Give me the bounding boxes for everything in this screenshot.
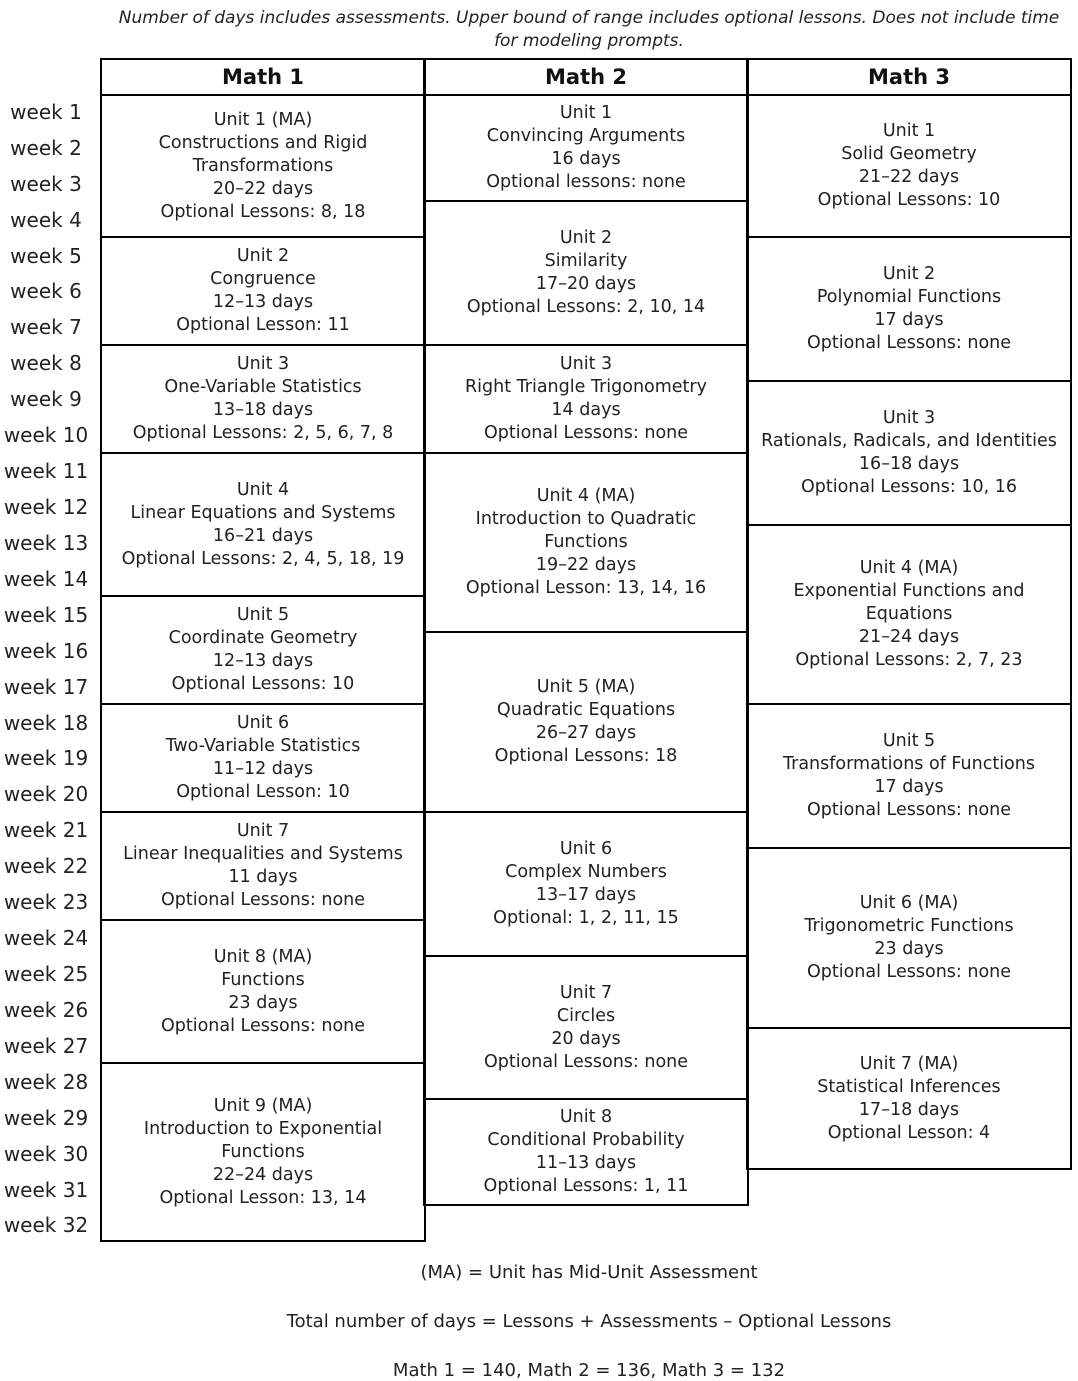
unit-title: Conditional Probability [487,1130,685,1150]
unit-days: 16–18 days [858,454,960,474]
week-label: week 32 [3,1213,89,1237]
unit-cell [423,94,749,200]
week-label: week 27 [3,1034,89,1058]
unit-days: 17 days [874,777,944,797]
unit-optional-lessons: Optional Lessons: 2, 5, 6, 7, 8 [132,423,394,443]
unit-title: Complex Numbers [505,862,667,882]
unit-days: 12–13 days [212,651,314,671]
unit-name: Unit 2 [236,246,290,266]
week-label: week 16 [3,639,89,663]
week-label: week 26 [3,998,89,1022]
unit-cell [423,811,749,955]
unit-days: 16 days [551,149,621,169]
unit-cell [100,344,426,452]
unit-days: 13–18 days [212,400,314,420]
scope-note-line-1: Number of days includes assessments. Upper bound of range includes optional lessons. Does not include time [118,8,1060,28]
unit-name: Unit 7 [236,821,290,841]
math-2-header: Math 2 [423,58,749,95]
unit-cell [746,236,1072,380]
unit-optional-lessons: Optional Lesson: 11 [176,315,350,335]
unit-cell [100,595,426,703]
unit-title: Coordinate Geometry [168,628,358,648]
unit-title: Two-Variable Statistics [165,736,361,756]
unit-name: Unit 5 [236,605,290,625]
unit-name: Unit 3 [882,408,936,428]
unit-cell [746,524,1072,703]
unit-days: 22–24 days [212,1164,314,1185]
unit-title: Linear Equations and Systems [130,502,396,523]
unit-title: Right Triangle Trigonometry [465,377,707,397]
unit-title: Functions [221,1141,305,1162]
week-label: week 8 [10,351,82,375]
unit-cell [423,631,749,811]
week-label: week 9 [10,387,82,411]
unit-title: One-Variable Statistics [164,377,362,397]
unit-cell [100,1062,426,1242]
unit-optional-lessons: Optional: 1, 2, 11, 15 [493,908,679,928]
week-label: week 24 [3,926,89,950]
math-1-header: Math 1 [100,58,426,95]
unit-name: Unit 4 [236,479,290,500]
unit-title: Functions [544,532,628,552]
scope-note-line-2: for modeling prompts. [494,31,684,51]
unit-title: Circles [556,1005,616,1026]
unit-name: Unit 6 [236,713,290,733]
unit-name: Unit 6 (MA) [859,893,959,913]
unit-cell [423,1098,749,1206]
unit-name: Unit 1 [882,121,936,141]
unit-name: Unit 2 [882,264,936,284]
unit-cell [746,380,1072,524]
unit-optional-lessons: Optional Lessons: 2, 7, 23 [795,650,1023,670]
week-label: week 29 [3,1106,89,1130]
unit-optional-lessons: Optional Lessons: 2, 4, 5, 18, 19 [121,548,405,569]
unit-days: 23 days [874,939,944,959]
week-label: week 17 [3,675,89,699]
unit-name: Unit 4 (MA) [536,486,636,506]
unit-days: 13–17 days [535,885,637,905]
unit-optional-lessons: Optional Lessons: 10 [171,674,355,694]
unit-cell [746,1027,1072,1170]
week-label: week 22 [3,854,89,878]
week-label: week 31 [3,1178,89,1202]
unit-days: 23 days [228,992,298,1013]
week-label: week 19 [3,746,89,770]
unit-title: Functions [221,969,305,990]
week-label: week 23 [3,890,89,914]
unit-title: Introduction to Quadratic [475,509,697,529]
unit-name: Unit 9 (MA) [213,1095,313,1116]
unit-optional-lessons: Optional Lessons: none [483,423,689,443]
unit-optional-lessons: Optional Lesson: 13, 14, 16 [465,578,707,598]
week-label: week 25 [3,962,89,986]
unit-days: 11–13 days [535,1153,637,1173]
unit-title: Quadratic Equations [496,700,676,720]
unit-optional-lessons: Optional Lesson: 10 [176,782,350,802]
unit-days: 20 days [551,1028,621,1049]
week-label: week 1 [10,100,82,124]
unit-days: 26–27 days [535,723,637,743]
unit-days: 11 days [228,867,298,887]
unit-title: Polynomial Functions [816,287,1002,307]
unit-cell [746,94,1072,236]
week-label: week 20 [3,782,89,806]
week-label: week 7 [10,315,82,339]
unit-name: Unit 1 [559,103,613,123]
unit-days: 21–22 days [858,167,960,187]
week-label: week 2 [10,136,82,160]
unit-optional-lessons: Optional Lessons: none [806,962,1012,982]
scope-note [100,7,1078,53]
unit-optional-lessons: Optional Lesson: 4 [827,1122,991,1143]
week-label: week 21 [3,818,89,842]
unit-name: Unit 8 [559,1107,613,1127]
unit-optional-lessons: Optional Lessons: none [806,333,1012,353]
week-label: week 18 [3,711,89,735]
unit-optional-lessons: Optional Lesson: 13, 14 [159,1187,367,1208]
unit-name: Unit 4 (MA) [859,558,959,578]
unit-cell [100,919,426,1062]
unit-cell [423,452,749,631]
unit-optional-lessons: Optional Lessons: none [160,890,366,910]
unit-optional-lessons: Optional Lessons: 1, 11 [483,1176,689,1196]
unit-optional-lessons: Optional Lessons: none [806,800,1012,820]
math-3-header: Math 3 [746,58,1072,95]
unit-name: Unit 1 (MA) [213,109,313,130]
mid-unit-assessment-legend: (MA) = Unit has Mid-Unit Assessment [420,1262,758,1283]
unit-optional-lessons: Optional Lessons: none [160,1015,366,1036]
unit-title: Transformations [192,155,334,176]
week-label: week 6 [10,279,82,303]
unit-optional-lessons: Optional Lessons: 18 [494,746,678,766]
unit-title: Linear Inequalities and Systems [123,844,403,864]
week-label: week 28 [3,1070,89,1094]
unit-title: Solid Geometry [841,144,977,164]
week-label: week 12 [3,495,89,519]
unit-cell [100,236,426,344]
unit-days: 12–13 days [212,292,314,312]
course-totals: Math 1 = 140, Math 2 = 136, Math 3 = 132 [392,1360,786,1381]
unit-title: Rationals, Radicals, and Identities [761,431,1057,451]
unit-days: 21–24 days [858,627,960,647]
unit-title: Transformations of Functions [783,754,1035,774]
unit-days: 17–18 days [858,1099,960,1120]
unit-title: Equations [865,604,953,624]
week-label: week 10 [3,423,89,447]
week-label: week 13 [3,531,89,555]
unit-cell [746,703,1072,847]
unit-name: Unit 7 [559,982,613,1003]
week-label: week 15 [3,603,89,627]
unit-title: Statistical Inferences [817,1076,1001,1097]
unit-cell [100,452,426,595]
unit-title: Exponential Functions and [793,581,1025,601]
unit-optional-lessons: Optional Lessons: 8, 18 [160,201,366,222]
unit-name: Unit 7 (MA) [859,1053,959,1074]
unit-cell [100,703,426,811]
unit-title: Trigonometric Functions [804,916,1014,936]
unit-title: Introduction to Exponential [143,1118,383,1139]
unit-name: Unit 2 [559,228,613,248]
unit-days: 20–22 days [212,178,314,199]
unit-optional-lessons: Optional Lessons: 2, 10, 14 [466,297,706,317]
week-label: week 4 [10,208,82,232]
unit-days: 19–22 days [535,555,637,575]
unit-cell [100,94,426,236]
unit-optional-lessons: Optional Lessons: none [483,1051,689,1072]
unit-optional-lessons: Optional Lessons: 10, 16 [800,477,1018,497]
unit-cell [100,811,426,919]
unit-days: 11–12 days [212,759,314,779]
unit-name: Unit 3 [559,354,613,374]
unit-title: Congruence [210,269,316,289]
week-label: week 11 [3,459,89,483]
unit-name: Unit 3 [236,354,290,374]
unit-days: 14 days [551,400,621,420]
unit-title: Constructions and Rigid [158,132,368,153]
unit-optional-lessons: Optional Lessons: 10 [817,190,1001,210]
unit-cell [423,344,749,452]
unit-days: 16–21 days [212,525,314,546]
unit-title: Convincing Arguments [486,126,686,146]
week-label: week 5 [10,244,82,268]
unit-optional-lessons: Optional lessons: none [486,172,686,192]
unit-cell [423,955,749,1098]
unit-title: Similarity [544,251,628,271]
unit-days: 17–20 days [535,274,637,294]
unit-cell [423,200,749,344]
unit-name: Unit 5 [882,731,936,751]
week-label: week 14 [3,567,89,591]
week-label: week 30 [3,1142,89,1166]
unit-days: 17 days [874,310,944,330]
unit-cell [746,847,1072,1027]
week-label: week 3 [10,172,82,196]
unit-name: Unit 8 (MA) [213,946,313,967]
total-days-formula: Total number of days = Lessons + Assessments – Optional Lessons [286,1311,892,1332]
unit-name: Unit 6 [559,839,613,859]
unit-name: Unit 5 (MA) [536,677,636,697]
